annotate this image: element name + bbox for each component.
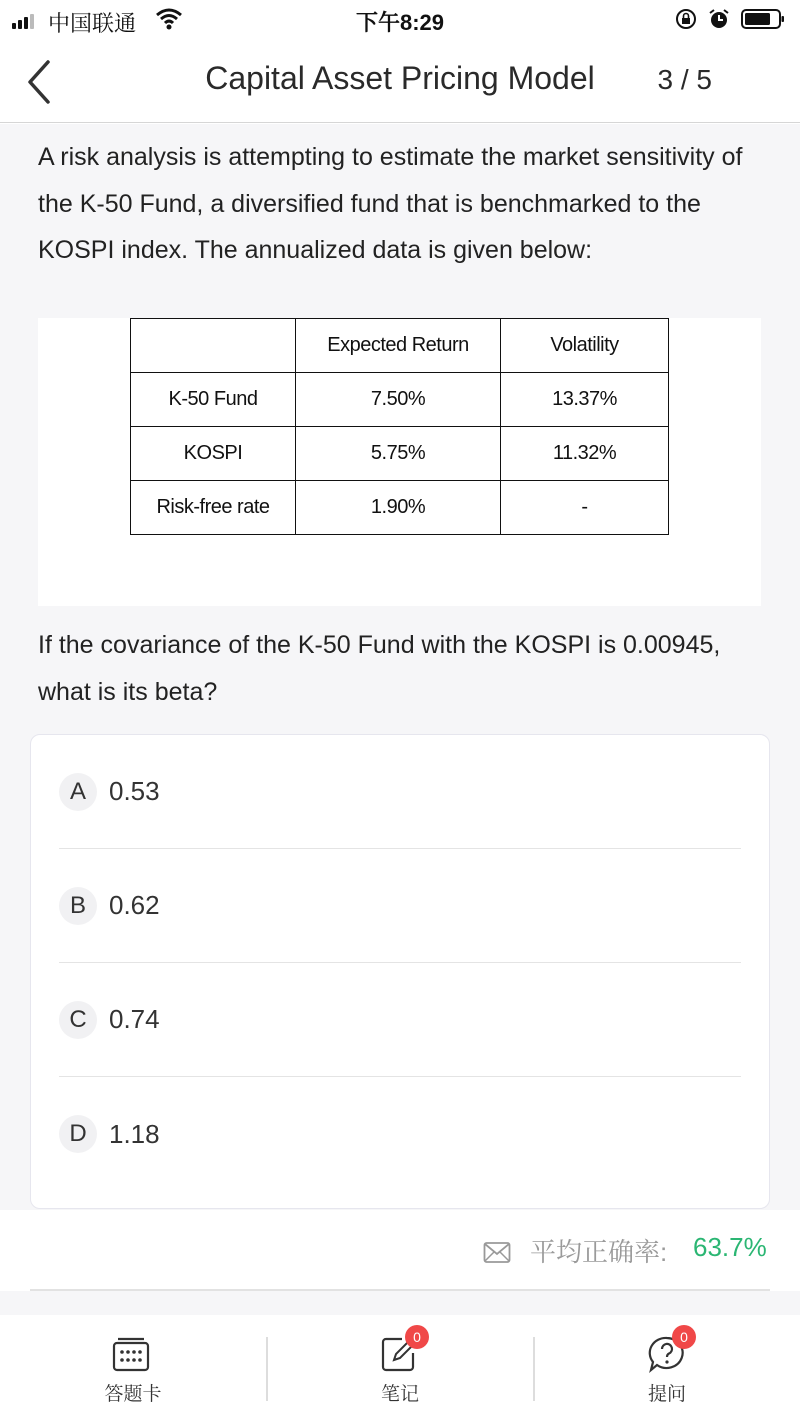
ask-label: 提问 xyxy=(647,1384,686,1405)
notes-label: 笔记 xyxy=(380,1384,419,1405)
status-bar xyxy=(0,0,800,42)
answer-card-icon xyxy=(111,1335,151,1373)
bottom-toolbar xyxy=(0,1315,800,1422)
option-c[interactable] xyxy=(59,963,741,1077)
battery-icon xyxy=(741,9,785,29)
table-header-cell: Volatility xyxy=(501,319,669,373)
table-header-cell: Expected Return xyxy=(296,319,501,373)
question-prompt: If the covariance of the K-50 Fund with the KOSPI is 0.00945, what is its beta? xyxy=(38,631,721,706)
accuracy-value: 63.7% xyxy=(693,1232,767,1262)
ask-badge: 0 xyxy=(672,1325,696,1349)
alarm-icon xyxy=(708,8,730,30)
table-row xyxy=(131,373,669,427)
table-cell: 5.75% xyxy=(296,427,501,481)
table-header-row xyxy=(131,319,669,373)
option-letter: D xyxy=(59,1115,97,1153)
carrier-name: 中国联通 xyxy=(48,11,137,36)
notes-badge: 0 xyxy=(405,1325,429,1349)
feedback-mail-icon[interactable] xyxy=(483,1240,511,1264)
table-cell: K-50 Fund xyxy=(131,373,296,427)
table-cell: 11.32% xyxy=(501,427,669,481)
data-table-panel xyxy=(38,318,761,606)
nav-bar xyxy=(0,42,800,123)
table-cell: 7.50% xyxy=(296,373,501,427)
spacer xyxy=(0,1291,800,1315)
option-letter: A xyxy=(59,773,97,811)
answer-options xyxy=(30,734,770,1209)
table-header-cell xyxy=(131,319,296,373)
table-cell: Risk-free rate xyxy=(131,481,296,535)
question-progress: 3 / 5 xyxy=(657,64,712,95)
accuracy-row xyxy=(0,1210,800,1290)
option-text: 1.18 xyxy=(109,1118,160,1149)
data-table xyxy=(130,318,669,535)
option-a[interactable] xyxy=(59,735,741,849)
table-cell: KOSPI xyxy=(131,427,296,481)
rotation-lock-icon xyxy=(675,8,697,30)
option-letter: B xyxy=(59,887,97,925)
table-row xyxy=(131,427,669,481)
table-cell: 1.90% xyxy=(296,481,501,535)
option-text: 0.74 xyxy=(109,1004,160,1034)
table-cell: - xyxy=(501,481,669,535)
answer-card-button[interactable] xyxy=(0,1315,266,1422)
option-b[interactable] xyxy=(59,849,741,963)
page-title: Capital Asset Pricing Model xyxy=(205,60,595,96)
option-text: 0.53 xyxy=(109,776,160,806)
option-d[interactable] xyxy=(59,1077,741,1191)
accuracy-label: 平均正确率: xyxy=(530,1237,668,1267)
ask-question-button[interactable] xyxy=(534,1315,800,1422)
option-text: 0.62 xyxy=(109,890,160,920)
notes-button[interactable] xyxy=(267,1315,533,1422)
answer-card-label: 答题卡 xyxy=(104,1384,162,1405)
option-letter: C xyxy=(59,1001,97,1039)
question-content xyxy=(0,124,800,1210)
question-intro: A risk analysis is attempting to estimate the market sensitivity of the K-50 Fund, a diversified fund that is benchmarked to the KOSPI index. The annualized data is given below: xyxy=(38,143,743,264)
table-row xyxy=(131,481,669,535)
table-cell: 13.37% xyxy=(501,373,669,427)
status-time: 下午8:29 xyxy=(355,10,445,35)
